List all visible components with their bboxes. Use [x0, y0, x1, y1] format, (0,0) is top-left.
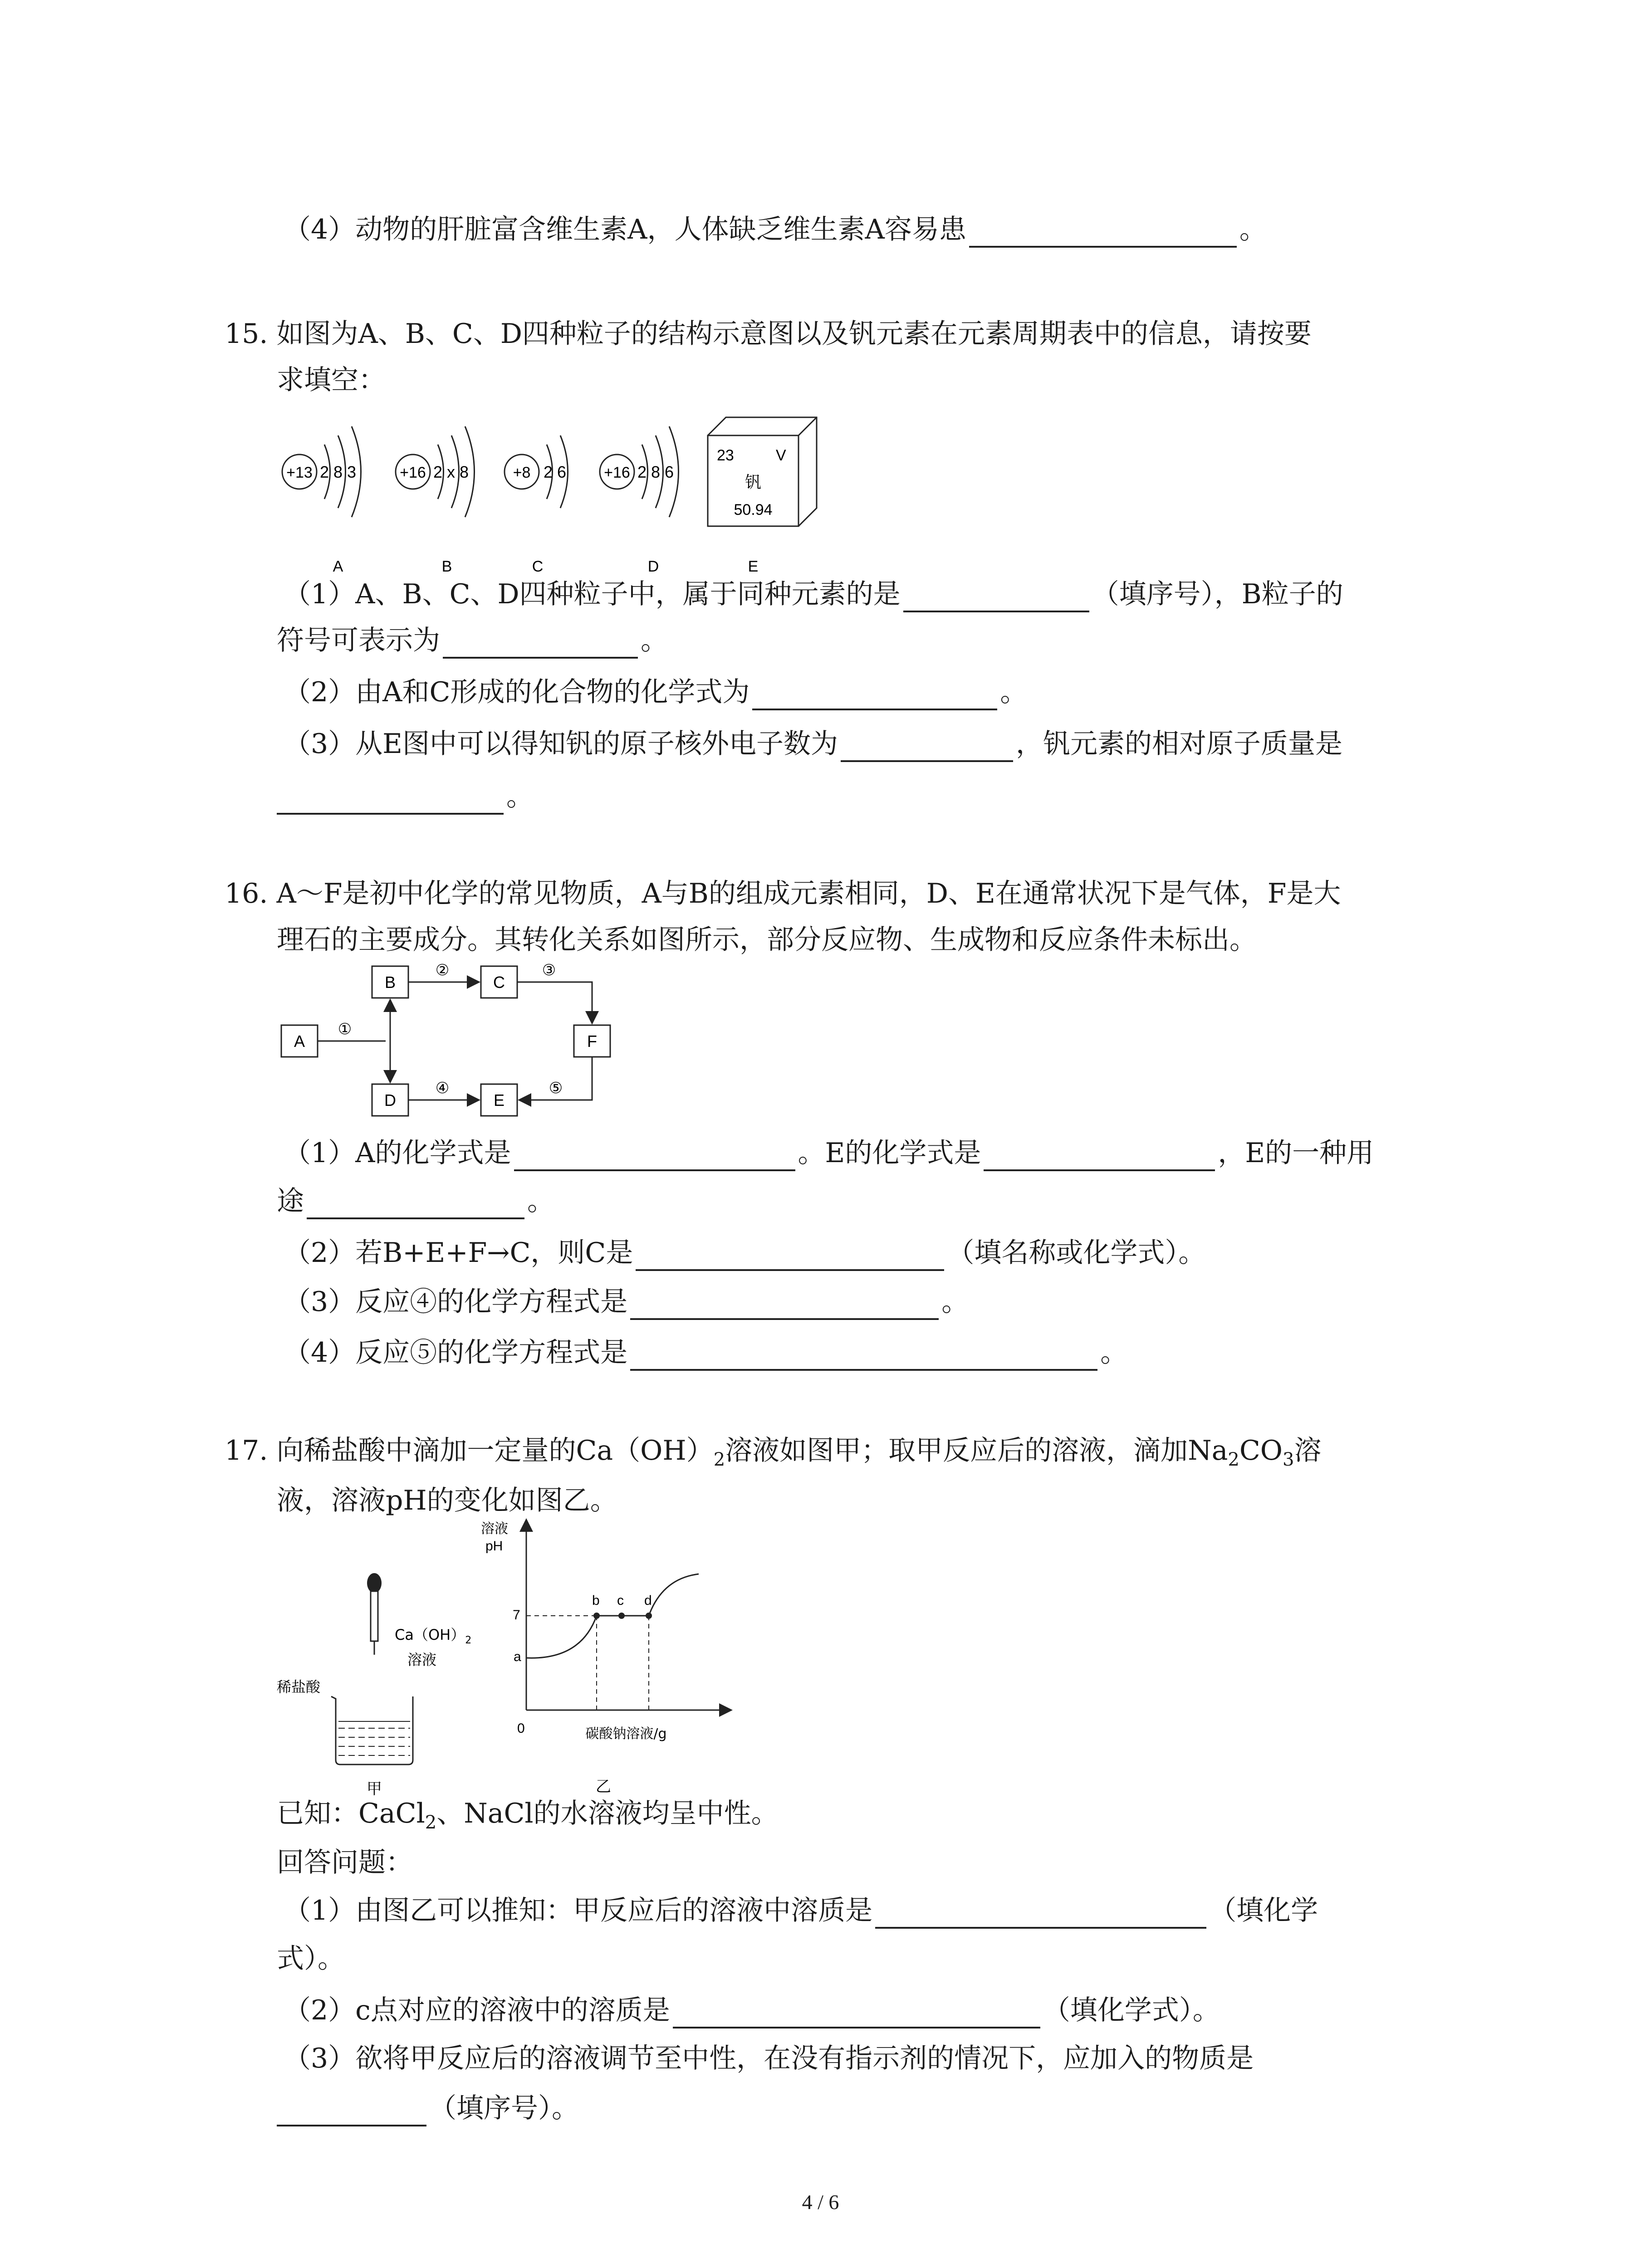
q14-part4-suffix: 。	[1239, 214, 1267, 245]
q17-part2-suffix: （填化学式）。	[1043, 1994, 1220, 2026]
q17-part3-line2	[277, 2090, 579, 2126]
atom-b-shells: 2 x 8	[433, 463, 469, 481]
q17-known-text-b: 、NaCl的水溶液均呈中性。	[436, 1798, 779, 1829]
atom-a-diagram	[282, 426, 361, 575]
q16-part4-suffix: 。	[1100, 1337, 1128, 1369]
dropper-label-line1: $Ca(OH)_2$	[395, 1626, 472, 1646]
q14-part4	[284, 211, 1267, 248]
q17-stem-b: 溶液如图甲；取甲反应后的溶液，滴加Na	[725, 1435, 1228, 1466]
q16-conversion-diagram	[272, 953, 626, 1125]
q16-part1-blank3[interactable]	[307, 1190, 524, 1219]
step-3-label: ③	[542, 962, 556, 979]
box-f-label: F	[587, 1032, 597, 1051]
q15-part3-line2	[277, 778, 534, 815]
q14-part4-text: （4）动物的肝脏富含维生素A，人体缺乏维生素A容易患	[284, 214, 966, 245]
q17-stem-a: 17. 向稀盐酸中滴加一定量的Ca（OH）	[225, 1435, 714, 1466]
q15-stem-line2: 求填空：	[277, 364, 386, 396]
q17-answer-prompt: 回答问题：	[277, 1847, 413, 1878]
step-2-label: ②	[435, 962, 450, 979]
atom-d-label: D	[647, 558, 659, 575]
q16-part4-text: （4）反应⑤的化学方程式是	[284, 1337, 628, 1369]
q15-part1-text-a: （1）A、B、C、D四种粒子中，属于同种元素的是	[284, 578, 901, 610]
q16-part4	[284, 1334, 1127, 1371]
box-d-label: D	[384, 1091, 396, 1110]
q15-part1-line1	[284, 576, 1343, 612]
q15-part2-suffix: 。	[1000, 676, 1028, 708]
q15-part2-text: （2）由A和C形成的化合物的化学式为	[284, 676, 750, 708]
q16-part3	[284, 1284, 969, 1320]
q15-part3-text-b: ，钒元素的相对原子质量是	[1015, 728, 1342, 760]
q16-part1-text-b: 。E的化学式是	[798, 1137, 981, 1169]
q16-part3-suffix: 。	[941, 1286, 969, 1318]
step-1-label: ①	[338, 1021, 352, 1038]
q17-part2-blank[interactable]	[673, 1999, 1040, 2028]
q14-part4-blank[interactable]	[969, 219, 1237, 248]
q16-part2-blank[interactable]	[636, 1242, 944, 1271]
page-number: 4 / 6	[802, 2190, 839, 2214]
box-a-label: A	[294, 1032, 305, 1051]
q15-part1-text-c: 符号可表示为	[277, 625, 440, 656]
atom-c-label: C	[532, 558, 544, 575]
beaker-icon	[331, 1696, 413, 1765]
step-4-label: ④	[435, 1080, 450, 1097]
q16-part1-line1	[284, 1135, 1374, 1171]
q15-part1-blank1[interactable]	[903, 583, 1089, 612]
dropper-label-line2: 溶液	[407, 1651, 437, 1668]
q16-part2	[284, 1235, 1205, 1271]
q17-figure-yi	[472, 1515, 753, 1796]
q15-part1-blank2[interactable]	[443, 630, 638, 659]
atom-d-shells: 2 8 6	[637, 463, 674, 481]
step-5-label: ⑤	[549, 1080, 563, 1097]
q17-stem-sub1: 2	[713, 1449, 725, 1470]
q17-part1-line1	[284, 1892, 1318, 1929]
q16-part2-suffix: （填名称或化学式）。	[947, 1237, 1206, 1269]
q17-part1-blank[interactable]	[875, 1900, 1206, 1929]
q17-known	[277, 1795, 779, 1841]
atom-c-nucleus: +8	[513, 464, 531, 481]
q16-stem-line2: 理石的主要成分。其转化关系如图所示，部分反应物、生成物和反应条件未标出。	[277, 924, 1257, 956]
chart-point-b	[593, 1613, 600, 1619]
q16-part2-text: （2）若B+E+F→C，则C是	[284, 1237, 633, 1269]
q15-part3-suffix: 。	[506, 781, 534, 812]
chart-point-d	[646, 1613, 652, 1619]
q15-stem-line1: 15. 如图为A、B、C、D四种粒子的结构示意图以及钒元素在元素周期表中的信息，请按要	[225, 318, 1312, 350]
chart-point-c	[618, 1613, 625, 1619]
chart-ytick-7: 7	[513, 1608, 520, 1623]
figure-yi-caption: 乙	[596, 1778, 611, 1796]
q17-part2-text: （2）c点对应的溶液中的溶质是	[284, 1994, 670, 2026]
element-symbol: V	[776, 447, 786, 464]
element-number: 23	[717, 447, 734, 464]
q16-part1-text-d: 途	[277, 1185, 304, 1217]
q17-part2	[284, 1992, 1220, 2028]
element-name: 钒	[745, 473, 762, 492]
atom-d-diagram	[600, 426, 679, 575]
chart-label-c: c	[617, 1593, 624, 1608]
chart-origin: 0	[517, 1721, 525, 1736]
element-card-e	[708, 417, 817, 575]
q17-part3-line1: （3）欲将甲反应后的溶液调节至中性，在没有指示剂的情况下，应加入的物质是	[284, 2043, 1254, 2074]
chart-xlabel: 碳酸钠溶液/g	[585, 1726, 667, 1742]
q16-stem-line1: 16. A～F是初中化学的常见物质，A与B的组成元素相同，D、E在通常状况下是气体，F是大	[225, 878, 1341, 909]
q15-part2	[284, 674, 1027, 710]
box-b-label: B	[384, 973, 396, 992]
q16-part1-blank1[interactable]	[514, 1142, 795, 1171]
q15-part3-text-a: （3）从E图中可以得知钒的原子核外电子数为	[284, 728, 838, 760]
atom-b-diagram	[396, 426, 475, 575]
box-c-label: C	[493, 973, 505, 992]
atom-c-shells: 2 6	[544, 463, 567, 481]
beaker-label: 稀盐酸	[277, 1678, 321, 1696]
q15-part1-line2	[277, 622, 668, 659]
q17-part3-suffix: （填序号）。	[429, 2092, 579, 2124]
q15-part3-blank1[interactable]	[841, 733, 1013, 762]
q17-known-sub: 2	[425, 1812, 437, 1833]
atom-a-nucleus: +13	[286, 464, 313, 481]
chart-ylabel-line1: 溶液	[481, 1521, 508, 1537]
q17-stem-line1	[225, 1432, 1321, 1478]
q17-part1-text-b: （填化学	[1209, 1895, 1318, 1926]
box-e-label: E	[493, 1091, 505, 1110]
q17-part3-blank[interactable]	[277, 2097, 426, 2126]
q17-stem-d: 溶	[1294, 1435, 1322, 1466]
q17-part1-text-a: （1）由图乙可以推知：甲反应后的溶液中溶质是	[284, 1895, 873, 1926]
q15-part3-blank2[interactable]	[277, 786, 504, 815]
figure-jia-caption: 甲	[367, 1780, 382, 1796]
atom-c-diagram	[505, 435, 568, 575]
q16-part3-text: （3）反应④的化学方程式是	[284, 1286, 628, 1318]
q17-part1-line2: 式）。	[277, 1943, 345, 1975]
chart-curve-rise	[526, 1616, 597, 1658]
q17-stem-c: CO	[1239, 1435, 1283, 1466]
chart-ytick-a: a	[514, 1649, 521, 1664]
q16-part1-text-a: （1）A的化学式是	[284, 1137, 511, 1169]
chart-curve-final	[649, 1574, 699, 1616]
arrow-c-to-f	[517, 982, 592, 1023]
atom-b-nucleus: +16	[400, 464, 426, 481]
chart-label-d: d	[644, 1593, 652, 1608]
atom-a-shells: 2 8 3	[320, 463, 357, 481]
element-mass: 50.94	[734, 501, 773, 518]
q17-known-text-a: 已知：CaCl	[277, 1798, 425, 1829]
q16-part1-blank2[interactable]	[984, 1142, 1215, 1171]
q15-part2-blank[interactable]	[752, 681, 997, 710]
atom-d-nucleus: +16	[604, 464, 630, 481]
q15-part1-text-d: 。	[641, 625, 668, 656]
q15-part1-text-b: （填序号），B粒子的	[1092, 578, 1343, 610]
chart-ylabel-line2: pH	[485, 1539, 503, 1554]
q15-particle-figure	[272, 404, 835, 576]
q16-part1-suffix: 。	[527, 1185, 554, 1217]
chart-label-b: b	[592, 1593, 600, 1608]
dropper-icon	[367, 1573, 382, 1655]
q16-part1-line2	[277, 1183, 554, 1219]
q17-stem-sub2: 2	[1228, 1449, 1239, 1470]
atom-b-label: B	[441, 558, 452, 575]
q16-part1-text-c: ，E的一种用	[1218, 1137, 1374, 1169]
q16-part3-blank[interactable]	[630, 1291, 939, 1320]
q17-stem-sub3: 3	[1282, 1449, 1294, 1470]
q17-stem-line2: 液，溶液pH的变化如图乙。	[277, 1485, 617, 1516]
element-label: E	[748, 558, 759, 575]
q15-part3-line1	[284, 726, 1342, 762]
atom-a-label: A	[333, 558, 343, 575]
q16-part4-blank[interactable]	[630, 1342, 1097, 1371]
